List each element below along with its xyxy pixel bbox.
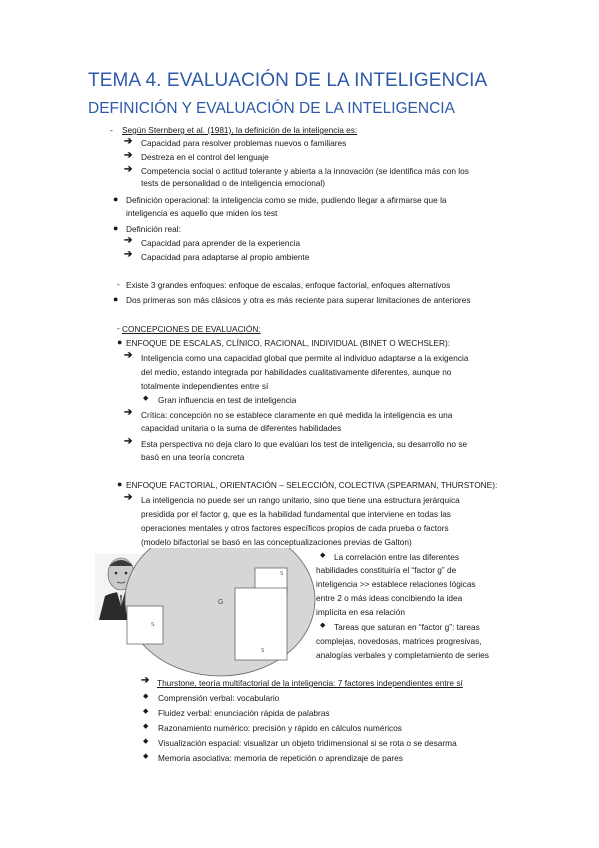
dash-marker: - <box>117 323 120 333</box>
arrow-icon: ➔ <box>124 249 133 260</box>
sternberg-item: Competencia social o actitud tolerante y abierta a la innovación (se identifica más con los <box>141 166 469 176</box>
sternberg-item: Capacidad para resolver problemas nuevos o familiares <box>141 138 347 148</box>
arrow-icon: ➔ <box>124 407 133 418</box>
arrow-icon: ➔ <box>141 675 150 686</box>
arrow-icon: ➔ <box>124 350 133 361</box>
factorial-text: presidida por el factor g, que es la habilidad fundamental que interviene en todas las <box>141 509 451 519</box>
factorial-side-text: La correlación entre las diferentes <box>334 552 459 562</box>
escalas-text: capacidad unitaria o la suma de diferentes habilidades <box>141 423 342 433</box>
diamond-bullet-icon: ◆ <box>143 723 149 730</box>
enfoques-line: Dos primeras son más clásicos y otra es más reciente para superar limitaciones de anteriores <box>126 295 471 305</box>
factorial-side-text: habilidades constituiría el “factor g” de <box>316 565 457 575</box>
def-real-item: Capacidad para adaptarse al propio ambiente <box>141 252 310 262</box>
escalas-text: Inteligencia como una capacidad global que permite al individuo adaptarse a la exigencia <box>141 353 469 363</box>
escalas-text: Crítica: concepción no se establece claramente en qué medida la inteligencia es una <box>141 410 453 420</box>
def-operacional-line: Definición operacional: la inteligencia como se mide, pudiendo llegar a afirmarse que la <box>126 195 447 205</box>
diamond-bullet-icon: ◆ <box>143 395 149 402</box>
def-operacional-line: inteligencia es aquello que miden los test <box>126 208 278 218</box>
arrow-icon: ➔ <box>124 150 133 161</box>
escalas-text: Esta perspectiva no deja claro lo que evalúan los test de inteligencia, su desarrollo no se <box>141 439 468 449</box>
diamond-bullet-icon: ◆ <box>320 622 326 629</box>
factorial-side-text: Tareas que saturan en “factor g”: tareas <box>334 622 480 632</box>
g-factor-label: G <box>218 599 224 606</box>
bullet-icon: ● <box>117 337 123 347</box>
sternberg-heading: Según Sternberg et al. (1981), la definición de la inteligencia es: <box>122 125 358 135</box>
thurstone-item: Comprensión verbal: vocabulario <box>158 693 280 703</box>
arrow-icon: ➔ <box>124 164 133 175</box>
factorial-side-text: inteligencia >> establece relaciones lógicas <box>316 579 476 589</box>
factorial-side-text: analogías verbales y completamiento de series <box>316 650 489 660</box>
thurstone-item: Memoria asociativa: memoria de repetición o aprendizaje de pares <box>158 753 403 763</box>
factorial-text: La inteligencia no puede ser un rango unitario, sino que tiene una estructura jerárquica <box>141 495 460 505</box>
dash-marker: - <box>117 279 120 289</box>
page-title: TEMA 4. EVALUACIÓN DE LA INTELIGENCIA <box>88 70 488 91</box>
thurstone-item: Visualización espacial: visualizar un objeto tridimensional si se rota o se desarma <box>158 738 457 748</box>
diamond-bullet-icon: ◆ <box>143 738 149 745</box>
diamond-bullet-icon: ◆ <box>143 708 149 715</box>
concepciones-heading: CONCEPCIONES DE EVALUACIÓN: <box>122 324 261 334</box>
def-real-label: Definición real: <box>126 224 181 234</box>
specific-factor-label: S <box>151 622 155 628</box>
bullet-icon: ● <box>113 194 119 204</box>
factorial-heading: ENFOQUE FACTORIAL, ORIENTACIÓN – SELECCIÓN, COLECTIVA (SPEARMAN, THURSTONE): <box>126 480 498 490</box>
factorial-side-text: implícita en esa relación <box>316 607 406 617</box>
bullet-icon: ● <box>117 479 123 489</box>
factorial-side-text: entre 2 o más ideas concibiendo la idea <box>316 593 463 603</box>
enfoques-line: Existe 3 grandes enfoques: enfoque de escalas, enfoque factorial, enfoques alternativos <box>126 280 451 290</box>
diamond-bullet-icon: ◆ <box>143 693 149 700</box>
factorial-text: (modelo bifactorial se basó en las conceptualizaciones previas de Galton) <box>141 537 412 547</box>
factorial-side-text: complejas, novedosas, matrices progresivas, <box>316 636 482 646</box>
escalas-text: basó en una teoría concreta <box>141 452 245 462</box>
sternberg-item: Destreza en el control del lenguaje <box>141 152 269 162</box>
factorial-text: operaciones mentales y otros factores específicos propios de cada prueba o factors <box>141 523 449 533</box>
sternberg-item-continued: tests de personalidad o de inteligencia emocional) <box>141 178 326 188</box>
spearman-bifactorial-diagram <box>95 548 320 698</box>
thurstone-heading: Thurstone, teoría multifactorial de la inteligencia: 7 factores independientes entre sí <box>157 678 463 688</box>
arrow-icon: ➔ <box>124 492 133 503</box>
specific-factor-label: S <box>261 648 265 654</box>
arrow-icon: ➔ <box>124 436 133 447</box>
bullet-icon: ● <box>113 223 119 233</box>
arrow-icon: ➔ <box>124 136 133 147</box>
thurstone-item: Razonamiento numérico: precisión y rápido en cálculos numéricos <box>158 723 402 733</box>
diamond-bullet-icon: ◆ <box>320 552 326 559</box>
escalas-text: totalmente independientes entre sí <box>141 381 269 391</box>
bullet-icon: ● <box>113 294 119 304</box>
dash-marker: - <box>110 125 113 135</box>
escalas-sub: Gran influencia en test de inteligencia <box>158 395 297 405</box>
specific-factor-box <box>127 606 163 644</box>
arrow-icon: ➔ <box>124 235 133 246</box>
thurstone-item: Fluidez verbal: enunciación rápida de palabras <box>158 708 330 718</box>
escalas-text: del medio, estando integrada por habilidades cualitativamente diferentes, aunque no <box>141 367 452 377</box>
diamond-bullet-icon: ◆ <box>143 753 149 760</box>
escalas-heading: ENFOQUE DE ESCALAS, CLÍNICO, RACIONAL, INDIVIDUAL (BINET O WECHSLER): <box>126 338 451 348</box>
specific-factor-label: S <box>280 571 284 577</box>
def-real-item: Capacidad para aprender de la experiencia <box>141 238 301 248</box>
page-subtitle: DEFINICIÓN Y EVALUACIÓN DE LA INTELIGENCIA <box>88 100 455 117</box>
